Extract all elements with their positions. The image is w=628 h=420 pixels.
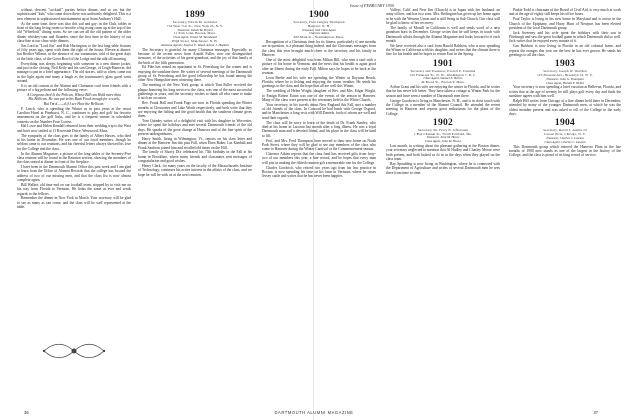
class-officer-line: Treasurer, John M. Hovey — [426, 135, 460, 140]
class-note-paragraph: Charles Goodrich, who retired two years ago from his law practice in Boston, is now spending his time on his farm in Vermont, where he raises Jersey cattle and writes that he has never been happier. — [262, 165, 376, 179]
class-note-paragraph: Prof. and Mrs. Fred Thompson have moved to their new home on North Park Street, where they will be glad to see any members of the class who come to Hanover during the Winter Carnival or the Commencement season. — [262, 138, 376, 152]
class-year-heading: 1902 — [432, 117, 454, 128]
class-note-paragraph: The Secretary is grateful for many Christmas messages. Especially so because of the recent news from Arnold Fuller, now our distinguished treasurer, of the activities of his great-grandson, and the joy of that family at the birth of the fifth generation. — [138, 47, 252, 65]
class-officer-line: Secretary, Joseph W. Worthen — [543, 69, 587, 74]
left-folio: 36 — [24, 410, 29, 415]
class-note-paragraph: Last month, in writing about the pleasant gathering at the Boston dinner, your secretary neglected to mention that Al Hadley and Charley Moore were both present, and both looked as fit as in the days when they played on the class team. — [386, 144, 500, 162]
column-3 — [262, 8, 376, 402]
class-officer-line: High Street, Manchester, N. H. — [172, 38, 218, 43]
class-officer-line: Secretary, Edwin M. Gonzales — [172, 20, 218, 24]
class-officer-line: Treasurer, Charles C. Lawton — [546, 135, 584, 140]
verse-block: A Gorgeous bird Is the Pelican, Whose Bill can Hold more than His Bellican. He can put in his Beak Food enough for a week, But I'm d——d if I see How the Hellican. — [27, 93, 121, 106]
class-note-paragraph: Paul Taylor is living in his new home in Maryland and is active in the Church of the Epiphany, and Harry Hunt of Newport has been elected president of the local Dartmouth group. — [509, 17, 621, 30]
class-note-paragraph: Tom Quimby writes of a delightful visit with his daughter in Worcester, where he spent the holidays and met several Dartmouth friends of the old days. He speaks of the great change at Hanover and of the fine spirit of the present undergraduates. — [138, 119, 252, 137]
column-5 — [509, 8, 621, 402]
class-note-paragraph: Everything was sleepy, beginning with someone in a new dinner jacket, and just in the closing, Neil Keily and his son George, of Leigh-Hanover, did manage to put in a brief appearance. The old stories, told so often, came out in the light again and many a laugh as the toastmaster's glass gavel went around. — [17, 61, 131, 83]
class-note-paragraph: The family of Morrill in California is well and sends word of a new grandson born in December. George writes that he still keeps in touch with Dartmouth affairs through the Alumni Magazine and looks forward to it each month. — [386, 25, 500, 43]
magazine-title: DARTMOUTH ALUMNI MAGAZINE — [274, 410, 354, 415]
class-officer-line: 734 West 71st St., New York 23, N. Y. — [166, 23, 224, 28]
class-officer-line: Secretary and Treasurer, Everett E. Eastman — [410, 68, 476, 73]
column-2 — [138, 8, 252, 402]
class-note-paragraph: Rev. Frank Hall and Frank Page are now in Florida spending the Winter months at Clearwater and Lake Worth respectively, and both write that they are enjoying the fishing and the good health that the southern climate gives them. — [138, 101, 252, 119]
class-note-paragraph: At the same time, there was also this sad and gay: in the Club, tables in front of the long living room so favorite a big rising room up at the top of the old "Wheelock" dining room. So we can see all the old pattern of the older dinner whiskey-sour and flounder, since the first time in the history of our class-line at our class-wide dinners. — [17, 21, 131, 43]
class-year-heading: 1901 — [432, 58, 454, 69]
class-note-paragraph: Your secretary is now spending a brief vacation at Bellevue, Florida, and writes that at the age of seventy he still plays golf every day and finds the sunshine agrees with him well. — [509, 85, 621, 99]
right-folio: 37 — [593, 410, 598, 415]
class-note-paragraph: I have been in the Dartmouth Alumni Office this past week and I am glad to learn from the Office of Alumni Records that the college has located the address of two of our missing men, and that the class list is now almost complete again. — [17, 165, 131, 183]
class-note-paragraph: Remember the dinner in New York in March. Your secretary will be glad to see as many as can come, and the class will be well represented at the table. — [17, 196, 131, 210]
class-officer-line: Treasurer, Edwin M. Bryant — [177, 27, 213, 32]
class-officer-line: Class Agent, Ernest M. Woodward — [173, 35, 217, 40]
class-officer-line: 200 Main St., Northampton, Mass. — [293, 35, 345, 40]
class-year-heading: 1899 — [184, 10, 206, 20]
class-year-heading: 1904 — [554, 118, 576, 129]
class-officer-line: 40 Broad St., Boston 9, Mass. — [421, 80, 465, 85]
class-note-paragraph: Ralph Hill writes from Chicago of a fine dinner held there in December, attended by many of the younger Dartmouth men, at which he was the oldest member present and was asked to tell of the College in the early days. — [509, 99, 621, 117]
class-note-paragraph: Arthur Grant and his wife are enjoying the winter in Florida, and he writes that he has never felt better. They have taken a cottage at Winter Park for the season and have seen a number of Dartmouth men there. — [386, 84, 500, 98]
class-note-paragraph: Leon Beebe and his wife are spending the Winter at Daytona Beach, Florida, where he is fishing and enjoying the warm weather. He sends his greetings to the class and the hope that all are well this Winter. — [262, 75, 376, 89]
class-note-paragraph: This Dartmouth group which entered the Hanover Plain in the late months of 1900 now stands as one of the largest in the history of the College, and the class is proud of its long record of service. — [509, 144, 621, 158]
class-note-paragraph: Bill Walker, old time end on our football team, stopped by to visit me on his way from Florida to Vermont. He looks the same as ever and sends regards to the fellows. — [17, 182, 131, 196]
class-officer-line: 1 Bay Channel St., North Portland, Me. — [413, 131, 473, 136]
class-note-paragraph: without, descent "cocktail" parties before dinner, and so on, but the sophisticated "kids" who came down there was uniformly delighted. This is a new element in sophisticated entertainment up at Saint Anthony's Hall. — [17, 8, 131, 21]
class-year-heading: 1903 — [554, 59, 576, 70]
decorative-fleuron — [17, 340, 131, 363]
class-note-paragraph: We have received also a card from Harold Baldwin, who is now spending the Winter in California with his daughter, and writes that the climate there is fine for his health and he hopes to return East in the Spring. — [386, 43, 500, 57]
class-officer-line: Secretary, David S. Austin 2d — [543, 128, 587, 133]
class-note-paragraph: Ed Pike has rented an apartment in St. Petersburg for the winter and is enjoying the sunshine there. He writes of several meetings of the Dartmouth group of St. Petersburg and the good fellowship he has found among the other New Hampshire men wintering there. — [138, 65, 252, 83]
class-note-paragraph: The sympathy of the class goes to the family of Albert Hawes, who died at his home in December. He was one of our loyal members, though he seldom came to our reunions, and his cheerful letters always showed his love for the College and the class. — [17, 133, 131, 151]
class-officer-line: 125 Pleasant Ave., Brooklyn 10, N. Y. — [537, 73, 593, 78]
class-officer-line: Treasurer and Class Agent — [302, 27, 336, 32]
class-note-paragraph: One of the most delightful was from Milton Bill, who sent a card with a picture of his home in Vermont, and the news that his health is again good after an illness during the early Fall. Milton says he hopes to be back at the reunion. — [262, 57, 376, 75]
class-note-paragraph: It is an old custom at the Alumni and Christmas card from friends with a picture of a big pelican and the following verse: — [17, 83, 131, 93]
class-note-paragraph: The wedding of Helen Wright, daughter of Rev. and Mrs. Edgar Wright, to Ensign Robert Eaton was one of the events of the season in Hanover. Many of the class were present at the ceremony held in the White Church. — [262, 89, 376, 102]
class-officer-line: Secretary, Dr. Percy N. Jeffersonn — [417, 127, 469, 132]
class-note-paragraph: Harry Smith, living in Wilmington, Vt., reports on his class letter and dinner at the Hanover Inn this past Fall, when Eben Baker, Lin Kimball and Frank Sanborn joined him and recalled old times on the Hill. — [138, 136, 252, 150]
class-officer-line: Assistant Agents: Eugene E. Wood, Arthur J. Hopkins — [160, 42, 230, 47]
class-officer-line: Class Agent, Samuel E. Harris — [423, 76, 463, 81]
class-note-paragraph: In the Alumni Magazine, a picture of the long tables of the Seventy-Five class reunion will be found in the Reunion section, showing the members of the class seated at dinner in front of the fireplace. — [17, 151, 131, 165]
class-officer-line: Secretary, Fred Langley Thompson — [293, 20, 345, 24]
class-note-paragraph: Jack Sweeney and his wife spent the holidays with their son in Pittsburgh and saw the great football game in which Dartmouth did so well. Jack writes that he enjoyed every minute of it. — [509, 30, 621, 44]
class-note-paragraph: Recognition of a Christmas time for its fitness, particularly if one months are in question, is a pleasant thing indeed, and the Christmas messages from the class this year brought much cheer to the secretary and his family in Hanover. — [262, 39, 376, 58]
class-officer-line: 120 Fullerton St., N. W., Washington 7, D. C. — [409, 72, 477, 77]
class-note-paragraph: Ray Spaulding is now living in Washington, where he is connected with the Department of Agriculture and writes of several Dartmouth men he sees there from time to time. — [386, 161, 500, 175]
class-note-paragraph: The class will be sorry to learn of the death of Dr. Frank Stanley, who died at his home in Laconia last month after a long illness. He was a loyal Dartmouth man and a devoted friend, and his place in the class will be hard to fill. — [262, 120, 376, 138]
class-note-paragraph: F. Leach, who is spending the Winter as in past years at the resort Carolina Hotel at Pinehurst, N. C., continues to play and golf his favorite amusement on the golf links, and he is a frequent winner in scheduled contests on the Number Four Course. — [17, 106, 131, 124]
class-note-paragraph: Vallejo, Calif. and New Jim (Church) is in Japan with her husband, an army officer, and has two sons. Mrs. Redington has given up her home again to be with the Western Union and is still living in Salt Church. Our class will be glad to know of her recovery. — [386, 8, 500, 26]
class-officer-line: Carson Pirie, Chicago, N. Y. — [544, 132, 586, 137]
class-note-paragraph: Gus Baldwin is now living in Florida in an old colonial home, and reports the oranges this year are the best he has ever grown. He sends his greetings to all the class. — [509, 44, 621, 57]
class-officer-line: Treasurer, John G. Thompson — [546, 76, 584, 81]
class-note-paragraph: Your secretary, in his travels about New England this Fall, met a number of old friends of the class. In Concord he had lunch with George Osgood, and in Manchester a long visit with Will Daniels, both of whom are well and send their regards. — [262, 102, 376, 120]
issue-line: Issue of FEBRUARY 1950 — [350, 3, 395, 8]
class-officer-line: 11 Park Lane, Boston, Mass. — [173, 31, 217, 36]
class-note-paragraph: The meeting of the New York group, at which Tom Fuller received the plaque honoring his long service to the class, was one of the most successful gatherings in years, and the secretary wishes to thank all who came to make it such an occasion. — [138, 83, 252, 101]
class-note-paragraph: Jim Lord in "Lord Jim" and Rob Harrington, to the last long-table fixtures of fifty years ago, spent with them the right of the house. Eleven at dinner: but Brother Wilmot, in the absence of our toastmaster, told of the great days of the little class, of the Great Bowl of the Lodge and the talk till morning. — [17, 43, 131, 61]
class-note-paragraph: The family of Shorty Dix celebrated his 75th birthday in the Fall at his home in Brookline, where many friends and classmates sent messages of congratulation and good wishes. — [138, 150, 252, 164]
class-officer-line: Clarence Atkins — [308, 31, 330, 36]
ornament-container — [17, 338, 131, 408]
class-officer-line: Class Agent, John M. Hovey — [424, 139, 462, 144]
class-officer-line: Hanover, N. H. — [307, 23, 331, 28]
class-note-paragraph: Hal Lowe and Helen Kendall returned from their wedding trip to the West and have now settled at 11 Riverside Drive, Westwood, Mass. — [17, 124, 131, 133]
class-officer-line: Class Agent, Harold F. Welles — [545, 80, 585, 85]
column-4 — [386, 8, 500, 402]
class-note-paragraph: George Goodwin is living in Manchester, N. H., and is in close touch with the College as a member of the Alumni Council. He attended the recent meeting in Hanover and reports great enthusiasm for the plans of the College. — [386, 98, 500, 116]
class-note-paragraph: Clarence Atkins reports that the class fund has received gifts from forty-two of our members this year, a fine record, and he hopes that every man will join in making the fiftieth reunion gift a memorable one for the College. — [262, 152, 376, 165]
class-note-paragraph: Pinkie Todd is chairman of the Board of Civil Aid, is very much at work and at the age of eighty still keeps his office hours. — [509, 8, 621, 17]
class-officer-line: Class Agent, Charles C. Lawton — [544, 139, 586, 144]
class-note-paragraph: Henry Clark, for many years on the faculty of the Massachusetts Institute of Technology, continues his active interest in the affairs of the class, and we hope he will be with us at the next reunion. — [138, 164, 252, 177]
class-year-heading: 1900 — [308, 10, 330, 20]
